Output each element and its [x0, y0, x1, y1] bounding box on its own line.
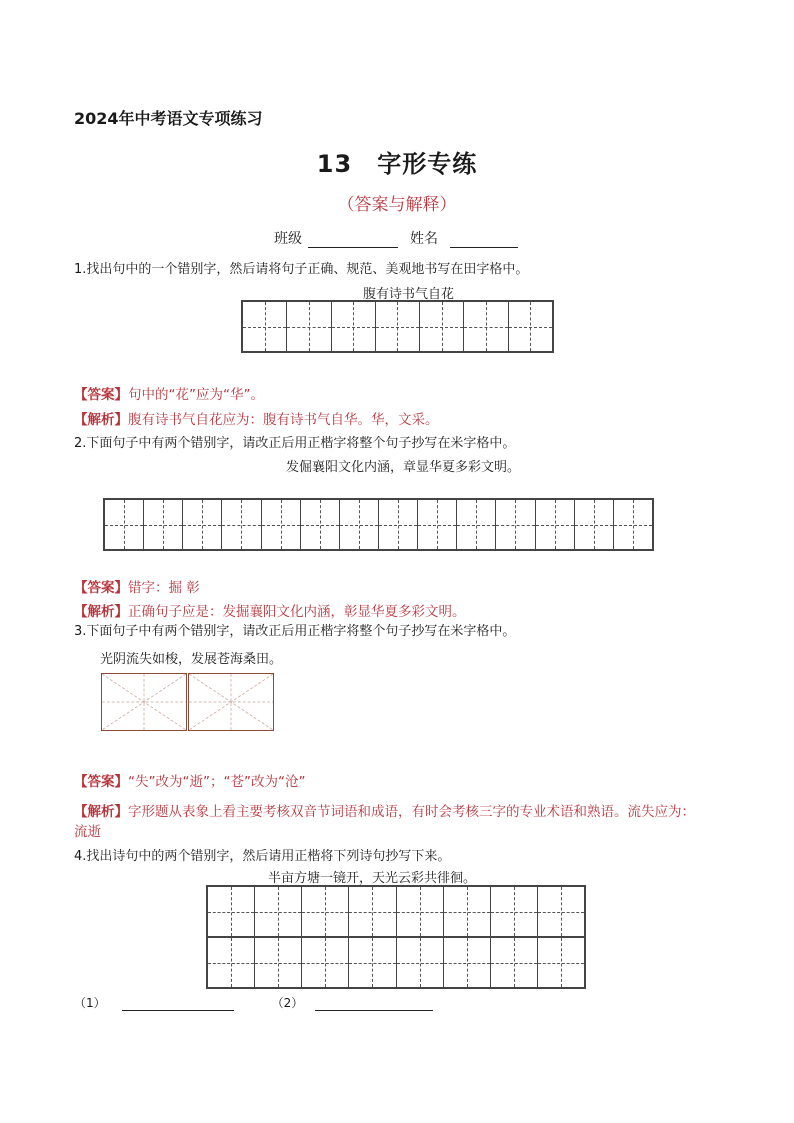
question-3-sentence: 光阴流失如梭，发展苍海桑田。 [100, 652, 283, 667]
answer-tag: 【答案】 [74, 387, 128, 403]
analysis-text: 字形题从表象上看主要考核双音节词语和成语，有时会考核三字的专业术语和熟语。流失应为： [128, 804, 695, 820]
grid-cell[interactable] [537, 887, 584, 936]
grid-cell[interactable] [254, 887, 301, 936]
analysis-text: 腹有诗书气自花应为：腹有诗书气自华。华，文采。 [128, 412, 439, 428]
grid-cell[interactable] [490, 938, 537, 987]
answer-text: 错字：掘 彰 [128, 580, 200, 596]
question-2-sentence: 发倔襄阳文化内涵，章显华夏多彩文明。 [286, 460, 521, 475]
page-title: 13 字形专练 [316, 150, 478, 178]
question-1-prompt: 1.找出句中的一个错别字，然后请将句子正确、规范、美观地书写在田字格中。 [74, 262, 529, 277]
grid-cell[interactable] [301, 887, 348, 936]
grid-cell[interactable] [243, 302, 286, 351]
grid-cell[interactable] [490, 887, 537, 936]
question-1-sentence: 腹有诗书气自花 [363, 287, 455, 302]
grid-cell[interactable] [221, 500, 260, 549]
grid-cell[interactable] [574, 500, 613, 549]
question-4-answer-blanks [74, 994, 433, 1011]
grid-cell[interactable] [348, 887, 395, 936]
grid-cell[interactable] [286, 302, 330, 351]
student-info-line [274, 228, 518, 248]
question-2-grid[interactable] [103, 498, 654, 551]
mizi-cell[interactable] [101, 673, 187, 731]
grid-cell[interactable] [419, 302, 463, 351]
grid-cell[interactable] [443, 938, 490, 987]
grid-cell[interactable] [300, 500, 339, 549]
question-2-answer [74, 576, 200, 596]
grid-row [208, 936, 584, 987]
blank-2[interactable] [315, 998, 433, 1011]
grid-cell[interactable] [301, 938, 348, 987]
grid-cell[interactable] [339, 500, 378, 549]
answer-tag: 【答案】 [74, 774, 128, 790]
question-2-prompt: 2.下面句子中有两个错别字，请改正后用正楷字将整个句子抄写在米字格中。 [74, 436, 516, 451]
grid-cell[interactable] [348, 938, 395, 987]
grid-cell[interactable] [208, 938, 254, 987]
grid-cell[interactable] [463, 302, 507, 351]
blank-1-label: （1） [74, 996, 106, 1010]
answer-tag: 【答案】 [74, 580, 128, 596]
grid-cell[interactable] [143, 500, 182, 549]
grid-cell[interactable] [443, 887, 490, 936]
grid-cell[interactable] [331, 302, 375, 351]
question-1-analysis [74, 408, 439, 428]
grid-cell[interactable] [508, 302, 552, 351]
analysis-tag: 【解析】 [74, 804, 128, 820]
question-1-answer [74, 383, 264, 403]
document-header: 2024年中考语文专项练习 [74, 109, 263, 128]
analysis-text: 正确句子应是：发掘襄阳文化内涵，彰显华夏多彩文明。 [128, 604, 466, 620]
question-2-analysis [74, 600, 466, 620]
analysis-tag: 【解析】 [74, 604, 128, 620]
grid-cell[interactable] [254, 938, 301, 987]
question-3-analysis-continued: 流逝 [74, 824, 101, 840]
mizi-cell[interactable] [188, 673, 274, 731]
question-4-prompt: 4.找出诗句中的两个错别字，然后请用正楷将下列诗句抄写下来。 [74, 849, 451, 864]
grid-cell[interactable] [208, 887, 254, 936]
grid-cell[interactable] [396, 887, 443, 936]
class-blank[interactable] [308, 232, 398, 248]
page-subtitle: （答案与解释） [337, 195, 457, 215]
grid-cell[interactable] [456, 500, 495, 549]
question-3-analysis [74, 800, 695, 820]
question-3-answer [74, 770, 305, 790]
grid-cell[interactable] [537, 938, 584, 987]
grid-cell[interactable] [417, 500, 456, 549]
question-1-tianzi-grid[interactable] [241, 300, 554, 353]
blank-1[interactable] [122, 998, 234, 1011]
grid-cell[interactable] [535, 500, 574, 549]
grid-cell[interactable] [378, 500, 417, 549]
grid-cell[interactable] [396, 938, 443, 987]
grid-cell[interactable] [182, 500, 221, 549]
answer-text: “失”改为“逝”；“苍”改为“沧” [128, 774, 306, 790]
blank-2-label: （2） [271, 996, 304, 1010]
grid-cell[interactable] [495, 500, 534, 549]
question-4-tianzi-grid[interactable] [206, 885, 586, 989]
grid-cell[interactable] [261, 500, 300, 549]
answer-text: 句中的“花”应为“华”。 [128, 387, 264, 403]
question-3-prompt: 3.下面句子中有两个错别字，请改正后用正楷字将整个句子抄写在米字格中。 [74, 624, 516, 639]
class-label: 班级 [274, 231, 302, 247]
analysis-tag: 【解析】 [74, 412, 128, 428]
grid-row [208, 887, 584, 936]
name-label: 姓名 [410, 231, 438, 247]
grid-cell[interactable] [375, 302, 419, 351]
grid-cell[interactable] [613, 500, 652, 549]
name-blank[interactable] [450, 232, 518, 248]
question-4-sentence: 半亩方塘一镜开，天光云彩共徘徊。 [268, 871, 477, 886]
grid-cell[interactable] [105, 500, 143, 549]
